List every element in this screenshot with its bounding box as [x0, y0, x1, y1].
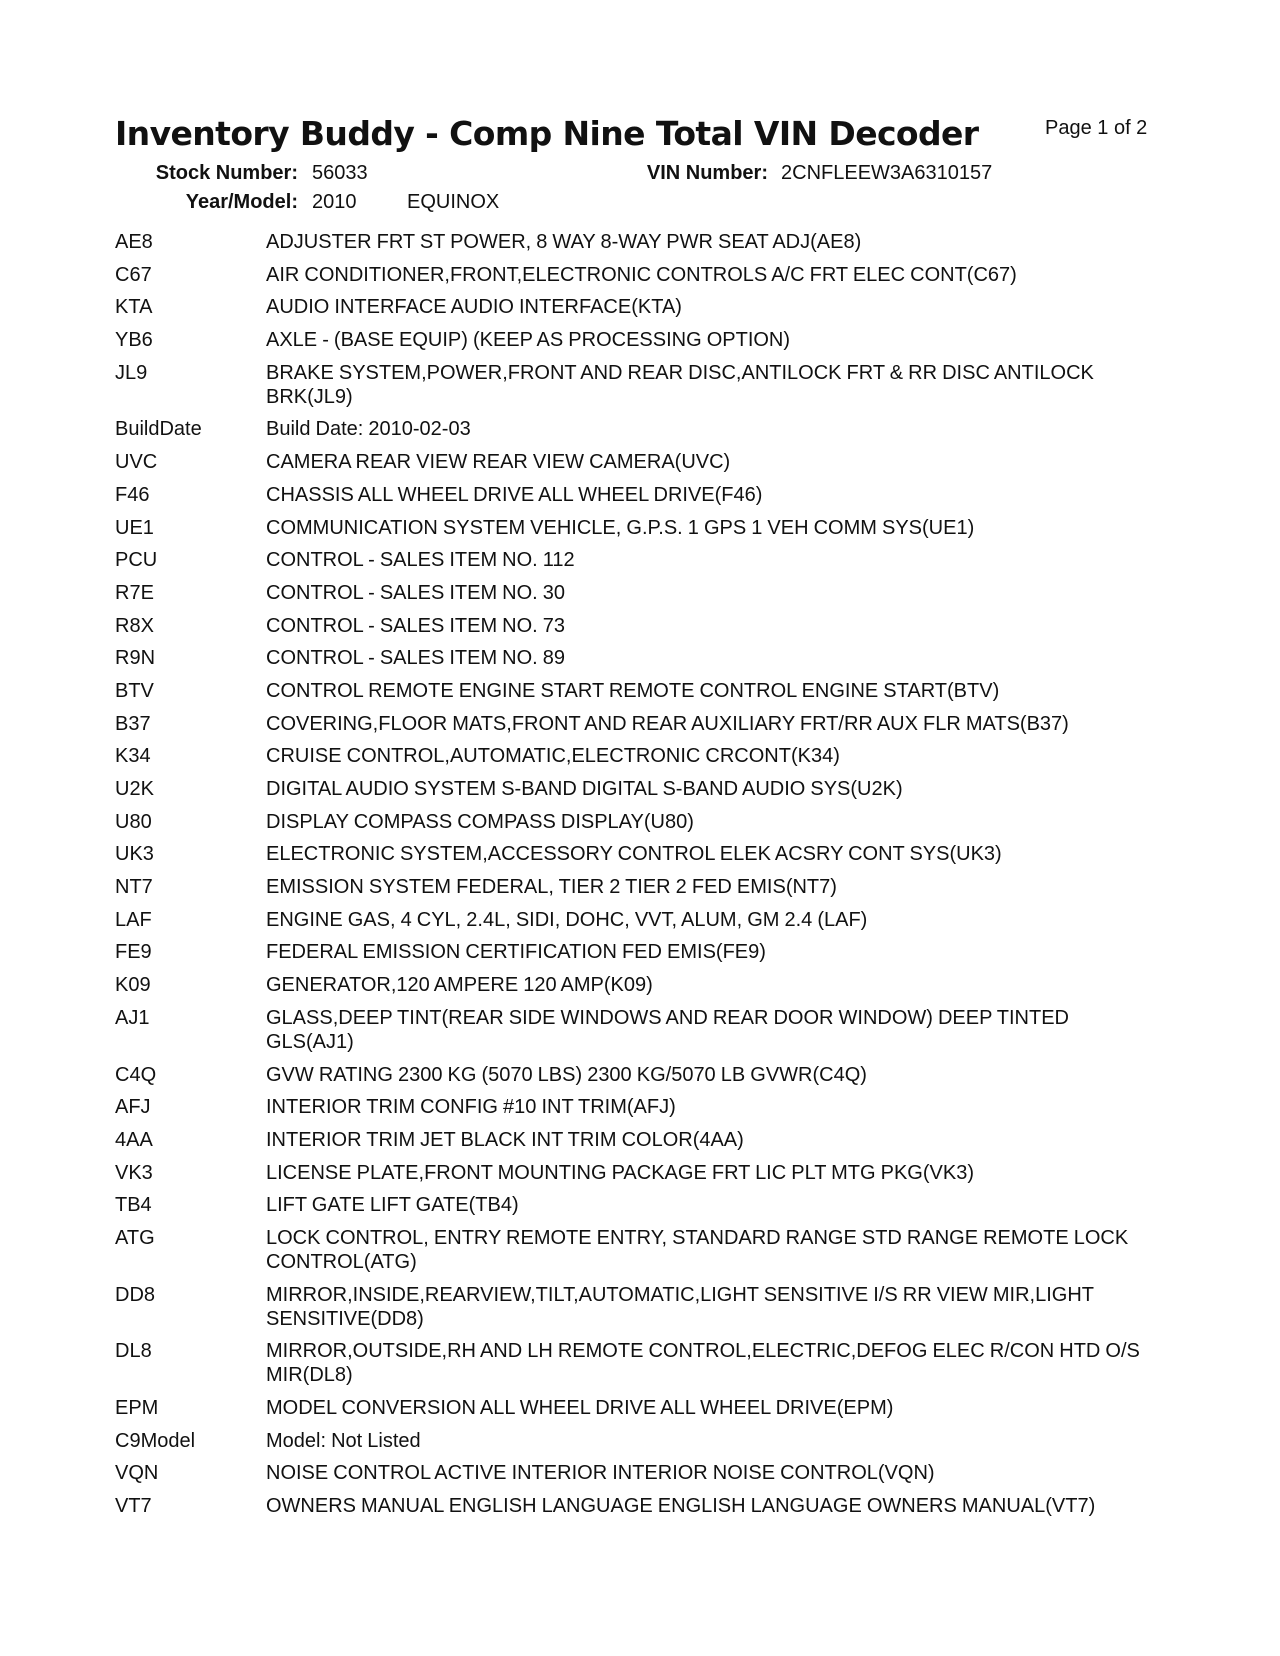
option-description: EMISSION SYSTEM FEDERAL, TIER 2 TIER 2 FED EMIS(NT7): [266, 876, 837, 899]
option-description: BRAKE SYSTEM,POWER,FRONT AND REAR DISC,ANTILOCK FRT & RR DISC ANTILOCK BRK(JL9): [266, 361, 1094, 408]
option-code: R8X: [115, 614, 154, 637]
option-description: DISPLAY COMPASS COMPASS DISPLAY(U80): [266, 810, 694, 833]
list-item: [115, 1494, 1145, 1518]
option-code: LAF: [115, 908, 152, 931]
list-item: [115, 1128, 1145, 1152]
option-description: Build Date: 2010-02-03: [266, 418, 471, 441]
option-description: MIRROR,OUTSIDE,RH AND LH REMOTE CONTROL,ELECTRIC,DEFOG ELEC R/CON HTD O/S MIR(DL8): [266, 1340, 1140, 1387]
year-model-label: Year/Model:: [185, 191, 298, 213]
list-item: [115, 1095, 1145, 1119]
list-item: [115, 361, 1145, 409]
list-item: [115, 810, 1145, 834]
option-code: BTV: [115, 679, 154, 702]
option-code: C9Model: [115, 1429, 196, 1452]
list-item: [115, 581, 1145, 605]
option-description: CONTROL - SALES ITEM NO. 30: [266, 581, 566, 604]
list-item: [115, 1063, 1145, 1087]
option-description: CONTROL - SALES ITEM NO. 89: [266, 647, 566, 670]
option-code: NT7: [115, 876, 153, 899]
list-item: [115, 450, 1145, 474]
option-description: NOISE CONTROL ACTIVE INTERIOR INTERIOR NOISE CONTROL(VQN): [266, 1462, 935, 1485]
option-description: ADJUSTER FRT ST POWER, 8 WAY 8-WAY PWR SEAT ADJ(AE8): [266, 231, 862, 253]
list-item: [115, 1339, 1145, 1387]
option-description: GLASS,DEEP TINT(REAR SIDE WINDOWS AND REAR DOOR WINDOW) DEEP TINTED GLS(AJ1): [266, 1006, 1069, 1053]
option-description: MODEL CONVERSION ALL WHEEL DRIVE ALL WHEEL DRIVE(EPM): [266, 1397, 894, 1419]
list-item: [115, 1006, 1145, 1054]
list-item: [115, 1161, 1145, 1185]
vin-number-label: VIN Number:: [646, 162, 768, 184]
option-code: K34: [115, 745, 151, 768]
option-description: CONTROL - SALES ITEM NO. 73: [266, 614, 566, 637]
list-item: [115, 417, 1145, 441]
option-code: EPM: [115, 1397, 159, 1419]
list-item: [115, 483, 1145, 507]
list-item: [115, 712, 1145, 736]
option-description: COMMUNICATION SYSTEM VEHICLE, G.P.S. 1 GPS 1 VEH COMM SYS(UE1): [266, 516, 975, 539]
list-item: [115, 516, 1145, 540]
list-item: [115, 940, 1145, 964]
option-description: CONTROL REMOTE ENGINE START REMOTE CONTROL ENGINE START(BTV): [266, 679, 1000, 702]
option-description: AXLE - (BASE EQUIP) (KEEP AS PROCESSING OPTION): [266, 329, 791, 352]
option-code: DD8: [115, 1283, 156, 1306]
option-code: AJ1: [115, 1006, 150, 1029]
option-description: CONTROL - SALES ITEM NO. 112: [266, 549, 575, 572]
option-code: JL9: [115, 361, 148, 384]
option-description: COVERING,FLOOR MATS,FRONT AND REAR AUXILIARY FRT/RR AUX FLR MATS(B37): [266, 712, 1069, 735]
list-item: [115, 1461, 1145, 1485]
option-code: BuildDate: [115, 418, 202, 441]
option-code: UVC: [115, 451, 158, 474]
option-description: AUDIO INTERFACE AUDIO INTERFACE(KTA): [266, 296, 682, 319]
page-number: Page 1 of 2: [1045, 117, 1148, 139]
option-code: KTA: [115, 296, 153, 319]
list-item: [115, 1193, 1145, 1217]
option-description: INTERIOR TRIM JET BLACK INT TRIM COLOR(4AA): [266, 1128, 744, 1151]
option-code: U80: [115, 810, 152, 833]
option-code: 4AA: [115, 1128, 153, 1151]
stock-number-label: Stock Number:: [155, 162, 298, 184]
list-item: [115, 842, 1145, 866]
list-item: [115, 646, 1145, 670]
option-description: ELECTRONIC SYSTEM,ACCESSORY CONTROL ELEK ACSRY CONT SYS(UK3): [266, 843, 1002, 866]
year-value: 2010: [312, 191, 357, 213]
stock-number-value: 56033: [312, 162, 368, 184]
list-item: [115, 328, 1145, 352]
option-code: YB6: [115, 329, 153, 352]
list-item: [115, 1283, 1145, 1331]
list-item: [115, 679, 1145, 703]
list-item: [115, 230, 1145, 254]
option-code: TB4: [115, 1194, 152, 1217]
option-code: F46: [115, 483, 150, 506]
list-item: [115, 777, 1145, 801]
option-description: Model: Not Listed: [266, 1429, 421, 1452]
list-item: [115, 1396, 1145, 1420]
option-description: AIR CONDITIONER,FRONT,ELECTRONIC CONTROLS A/C FRT ELEC CONT(C67): [266, 263, 1017, 286]
model-value: EQUINOX: [407, 191, 500, 213]
vin-number-value: 2CNFLEEW3A6310157: [781, 162, 993, 184]
option-code: AE8: [115, 231, 153, 253]
option-description: CAMERA REAR VIEW REAR VIEW CAMERA(UVC): [266, 451, 731, 474]
list-item: [115, 908, 1145, 932]
list-item: [115, 744, 1145, 768]
option-code: ATG: [115, 1226, 155, 1249]
option-description: LIFT GATE LIFT GATE(TB4): [266, 1194, 519, 1217]
option-description: FEDERAL EMISSION CERTIFICATION FED EMIS(FE9): [266, 941, 766, 964]
list-item: [115, 548, 1145, 572]
list-item: [115, 1226, 1145, 1274]
list-item: [115, 263, 1145, 287]
option-description: ENGINE GAS, 4 CYL, 2.4L, SIDI, DOHC, VVT, ALUM, GM 2.4 (LAF): [266, 908, 868, 931]
list-item: [115, 1429, 1145, 1453]
option-code: R9N: [115, 647, 156, 670]
page-title: Inventory Buddy - Comp Nine Total VIN Decoder: [115, 114, 979, 153]
option-code: VT7: [115, 1495, 152, 1518]
option-code: PCU: [115, 549, 158, 572]
option-code: AFJ: [115, 1096, 151, 1119]
option-code: U2K: [115, 778, 154, 800]
option-description: MIRROR,INSIDE,REARVIEW,TILT,AUTOMATIC,LIGHT SENSITIVE I/S RR VIEW MIR,LIGHT SENSITIVE(DD8): [266, 1283, 1094, 1330]
option-description: LOCK CONTROL, ENTRY REMOTE ENTRY, STANDARD RANGE STD RANGE REMOTE LOCK CONTROL(ATG): [266, 1226, 1129, 1273]
option-code: R7E: [115, 581, 154, 604]
option-code: C67: [115, 263, 152, 286]
option-code: FE9: [115, 941, 152, 964]
list-item: [115, 614, 1145, 638]
option-description: GVW RATING 2300 KG (5070 LBS) 2300 KG/5070 LB GVWR(C4Q): [266, 1063, 867, 1086]
option-code-list: [115, 230, 1145, 1527]
option-code: B37: [115, 712, 151, 735]
option-description: CHASSIS ALL WHEEL DRIVE ALL WHEEL DRIVE(F46): [266, 483, 763, 506]
option-description: GENERATOR,120 AMPERE 120 AMP(K09): [266, 974, 653, 997]
list-item: [115, 875, 1145, 899]
option-code: UK3: [115, 843, 154, 866]
option-description: CRUISE CONTROL,AUTOMATIC,ELECTRONIC CRCONT(K34): [266, 745, 840, 768]
option-description: INTERIOR TRIM CONFIG #10 INT TRIM(AFJ): [266, 1096, 676, 1119]
option-code: UE1: [115, 516, 154, 539]
option-code: C4Q: [115, 1063, 157, 1086]
option-description: LICENSE PLATE,FRONT MOUNTING PACKAGE FRT LIC PLT MTG PKG(VK3): [266, 1161, 974, 1184]
option-code: VK3: [115, 1161, 153, 1184]
option-description: OWNERS MANUAL ENGLISH LANGUAGE ENGLISH LANGUAGE OWNERS MANUAL(VT7): [266, 1495, 1096, 1518]
list-item: [115, 973, 1145, 997]
list-item: [115, 295, 1145, 319]
option-code: DL8: [115, 1340, 152, 1363]
option-code: K09: [115, 974, 151, 997]
option-description: DIGITAL AUDIO SYSTEM S-BAND DIGITAL S-BAND AUDIO SYS(U2K): [266, 778, 903, 800]
option-code: VQN: [115, 1462, 159, 1485]
